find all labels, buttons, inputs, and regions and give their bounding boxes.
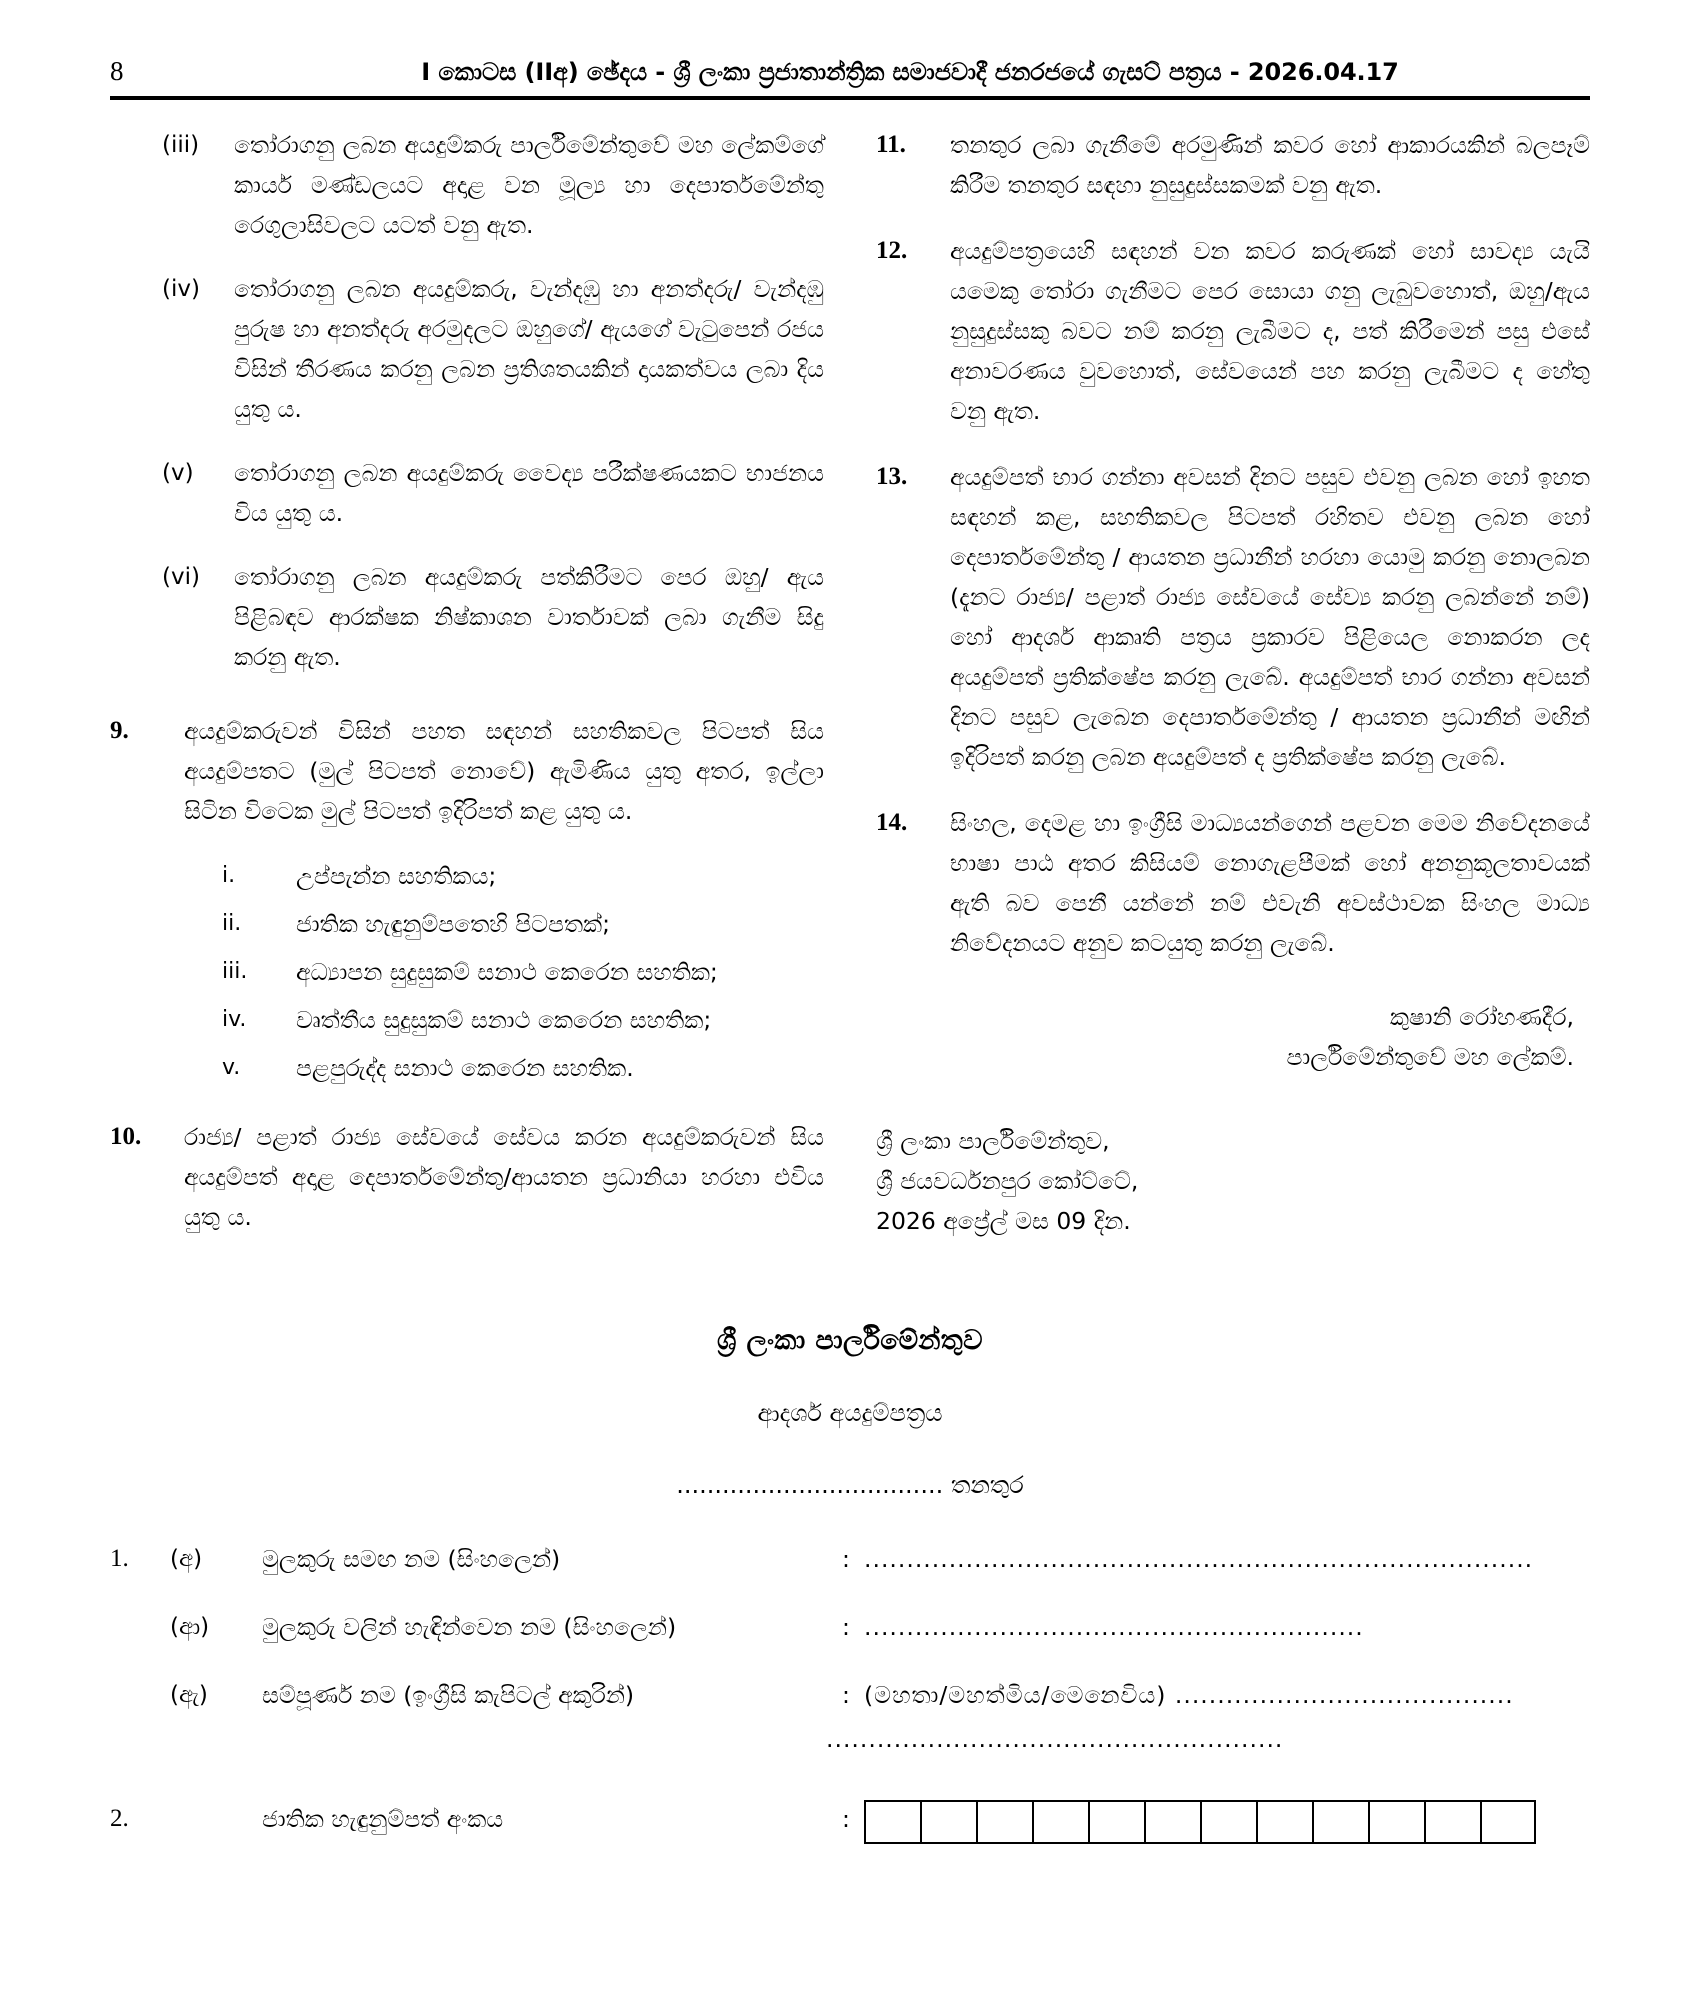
name-with-initials-input[interactable]: ............................................................................... — [864, 1545, 1534, 1573]
issuing-address — [876, 1121, 1590, 1241]
list-item — [222, 1049, 824, 1087]
clause-13-text: අයදුම්පත් භාර ගන්නා අවසන් දිනට පසුව එවනු ලබන හෝ ඉහත සඳහන් කළ, සහතිකවල පිටපත් රහිතව එවනු ලබන හෝ දෙපාර්තමේන්තු / ආයතන ප්‍රධානීන් හරහා යොමු කරනු නොලබන (දැනට රාජ්‍ය/ පළාත් රාජ්‍ය සේවයේ සේව්‍ය කරනු ලබන්නේ නම්) හෝ ආදර්ශ ආකෘති පත්‍රය ප්‍රකාරව පිළියෙල නොකරන ලද අයදුම්පත් ප්‍රතික්ෂේප කරනු ලැබේ. අයදුම්පත් භාර ගන්නා අවසන් දිනට පසුව ලැබෙන දෙපාර්තමේන්තු / ආයතන ප්‍රධානීන් මඟින් ඉදිරිපත් කරනු ලබන අයදුම්පත් ද ප්‍රතික්ෂේප කරනු ලැබේ. — [950, 463, 1590, 771]
doc-text: පළපුරුද්ද සනාථ කෙරෙන සහතික. — [296, 1054, 634, 1082]
clause-14-text: සිංහල, දෙමළ හා ඉංග්‍රීසි මාධ්‍යයන්ගෙන් පළවන මෙම නිවේදනයේ භාෂා පාඨ අතර කිසියම් නොගැළපීමක් හෝ අනනුකූලතාවයක් ඇති බව පෙනී යන්නේ නම් එවැනි අවස්ථාවක සිංහල මාධ්‍ය නිවේදනයට අනුව කටයුතු කරනු ලැබේ. — [950, 809, 1590, 957]
signature-block — [876, 997, 1590, 1077]
clause-13 — [876, 457, 1590, 777]
doc-marker: ii. — [222, 911, 242, 936]
form-row-letter: (ඇ) — [170, 1682, 208, 1708]
sub-clause-vi — [162, 557, 824, 677]
application-form — [110, 1540, 1590, 1874]
form-row-label: සම්පූර්ණ නම (ඉංග්‍රීසි කැපිටල් අකුරින්) — [262, 1681, 635, 1709]
form-subtitle: ආදර්ශ අයදුම්පත්‍රය — [757, 1399, 943, 1427]
form-row-colon: : — [842, 1545, 850, 1573]
doc-text: ජාතික හැඳුනුම්පතෙහි පිටපතක්; — [296, 910, 611, 938]
left-column — [110, 125, 824, 1263]
sub-clause-marker: (iv) — [162, 276, 200, 302]
form-row-1a — [110, 1540, 1590, 1578]
form-row-1c — [110, 1676, 1590, 1714]
form-row-label: මුලකුරු සමඟ නම (සිංහලෙන්) — [262, 1545, 561, 1573]
sub-clause-marker: (vi) — [162, 564, 200, 590]
form-row-colon: : — [842, 1613, 850, 1641]
form-heading-block — [0, 1325, 1700, 1499]
form-post-line: ................................... තනතුර — [676, 1471, 1024, 1499]
doc-text: උප්පැන්න සහතිකය; — [296, 862, 497, 890]
clause-11-text: තනතුර ලබා ගැනීමේ අරමුණින් කවර හෝ ආකාරයකින් බලපෑම් කිරීම තනතුර සඳහා නුසුදුස්සකමක් වනු ඇත. — [950, 131, 1590, 199]
sub-clause-v — [162, 453, 824, 533]
address-line-3: 2026 අප්‍රේල් මස 09 දින. — [876, 1207, 1131, 1235]
sub-clause-text: තෝරාගනු ලබන අයදුම්කරු පාර්ලිමේන්තුවේ මහ ලේකම්ගේ කාර්ය මණ්ඩලයට අදාළ වන මූල්‍ය හා දෙපාර්තමේන්තු රෙගුලාසිවලට යටත් වනු ඇත. — [234, 131, 824, 239]
form-row-1b — [110, 1608, 1590, 1646]
form-row-label: මුලකුරු වලින් හැඳින්වෙන නම (සිංහලෙන්) — [262, 1613, 677, 1641]
nic-cell[interactable] — [1256, 1800, 1312, 1844]
sub-clause-text: තෝරාගනු ලබන අයදුම්කරු, වැන්දඹු හා අනත්දරු/ වැන්දඹු පුරුෂ හා අනත්දරු අරමුදලට ඔහුගේ/ ඇයගේ වැටුපෙන් රජය විසින් තීරණය කරනු ලබන ප්‍රතිශතයකින් දායකත්වය ලබා දිය යුතු ය. — [234, 275, 824, 423]
body-columns — [110, 125, 1590, 1263]
name-by-initials-input[interactable]: ........................................................... — [864, 1613, 1364, 1641]
address-line-2: ශ්‍රී ජයවර්ධනපුර කෝට්ටේ, — [876, 1167, 1139, 1195]
nic-cell[interactable] — [1368, 1800, 1424, 1844]
form-row-number: 2. — [110, 1805, 129, 1832]
nic-cell[interactable] — [1312, 1800, 1368, 1844]
doc-marker: v. — [222, 1055, 241, 1080]
nic-cell[interactable] — [920, 1800, 976, 1844]
clause-9-marker: 9. — [110, 717, 129, 744]
address-line-1: ශ්‍රී ලංකා පාර්ලිමේන්තුව, — [876, 1127, 1110, 1155]
clause-9-text: අයදුම්කරුවන් විසින් පහත සඳහන් සහතිකවල පිටපත් සිය අයදුම්පතට (මුල් පිටපත් නොවේ) ඇමිණිය යුතු අතර, ඉල්ලා සිටින විටෙක මුල් පිටපත් ඉදිරිපත් කළ යුතු ය. — [184, 717, 824, 825]
right-column — [876, 125, 1590, 1241]
form-row-colon: : — [842, 1805, 850, 1833]
list-item — [222, 857, 824, 895]
full-name-english-input[interactable]: (මහතා/මහත්මිය/මෙනෙවිය) ........................................ — [864, 1681, 1514, 1709]
sub-clause-text: තෝරාගනු ලබන අයදුම්කරු පත්කිරීමට පෙර ඔහු/ ඇය පිළිබඳව ආරක්ෂක නිෂ්කාශන වාර්තාවක් ලබා ගැනීම සිදු කරනු ඇත. — [234, 563, 824, 671]
nic-cell[interactable] — [1200, 1800, 1256, 1844]
doc-marker: iii. — [222, 959, 248, 984]
clause-10-marker: 10. — [110, 1123, 142, 1150]
header-rule — [110, 96, 1590, 100]
doc-marker: i. — [222, 863, 236, 888]
clause-12-marker: 12. — [876, 237, 908, 264]
clause-12 — [876, 231, 1590, 431]
doc-text: අධ්‍යාපන සුදුසුකම් සනාථ කෙරෙන සහතික; — [296, 958, 718, 986]
nic-cell[interactable] — [1088, 1800, 1144, 1844]
page-header — [110, 58, 1590, 85]
clause-10-text: රාජ්‍ය/ පළාත් රාජ්‍ය සේවයේ සේවය කරන අයදුම්කරුවන් සිය අයදුම්පත් අදාළ දෙපාර්තමේන්තු/ආයතන ප්‍රධානියා හරහා එවිය යුතු ය. — [184, 1123, 824, 1231]
gazette-header-title: I කොටස (IIඅ) ඡේදය - ශ්‍රී ලංකා ප්‍රජාතාන්ත්‍රික සමාජවාදී ජනරජයේ ගැසට් පත්‍රය - 2026.04.17 — [421, 57, 1399, 86]
form-row-number: 1. — [110, 1545, 129, 1572]
nic-cell[interactable] — [864, 1800, 920, 1844]
nic-number-input[interactable] — [864, 1800, 1536, 1844]
nic-label: ජාතික හැඳුනුම්පත් අංකය — [262, 1805, 504, 1833]
required-documents-list — [222, 857, 824, 1087]
sub-clause-iv — [162, 269, 824, 429]
nic-cell[interactable] — [1144, 1800, 1200, 1844]
doc-text: වෘත්තීය සුදුසුකම් සනාථ කෙරෙන සහතික; — [296, 1006, 712, 1034]
clause-10 — [110, 1117, 824, 1237]
nic-cell[interactable] — [1480, 1800, 1536, 1844]
doc-marker: iv. — [222, 1007, 247, 1032]
signatory-name: කුෂානි රෝහණදීර, — [1389, 1003, 1574, 1031]
full-name-english-input-line2[interactable]: ...................................................... — [826, 1725, 1284, 1753]
clause-11 — [876, 125, 1590, 205]
nic-cell[interactable] — [1424, 1800, 1480, 1844]
form-row-colon: : — [842, 1681, 850, 1709]
page-number: 8 — [110, 56, 124, 86]
list-item — [222, 905, 824, 943]
form-title: ශ්‍රී ලංකා පාර්ලිමේන්තුව — [717, 1325, 983, 1356]
list-item — [222, 1001, 824, 1039]
nic-cell[interactable] — [1032, 1800, 1088, 1844]
nic-cell[interactable] — [976, 1800, 1032, 1844]
form-row-2-nic — [110, 1800, 1590, 1844]
signatory-designation: පාර්ලිමේන්තුවේ මහ ලේකම්. — [1286, 1043, 1574, 1071]
clause-12-text: අයදුම්පත්‍රයෙහි සඳහන් වන කවර කරුණක් හෝ සාවද්‍ය යැයි යමෙකු තෝරා ගැනීමට පෙර සොයා ගනු ලැබුවහොත්, ඔහු/ඇය නුසුදුස්සකු බවට නම් කරනු ලැබීමට ද, පත් කිරීමෙන් පසු එසේ අනාවරණය වුවහොත්, සේවයෙන් පහ කරනු ලැබීමට ද හේතු වනු ඇත. — [950, 237, 1590, 425]
clause-9 — [110, 711, 824, 831]
clause-14-marker: 14. — [876, 809, 908, 836]
clause-11-marker: 11. — [876, 131, 906, 158]
sub-clause-marker: (v) — [162, 460, 194, 486]
form-row-letter: (ආ) — [170, 1614, 210, 1640]
form-row-letter: (අ) — [170, 1546, 203, 1572]
list-item — [222, 953, 824, 991]
sub-clause-text: තෝරාගනු ලබන අයදුම්කරු වෛද්‍ය පරීක්ෂණයකට භාජනය විය යුතු ය. — [234, 459, 824, 527]
clause-13-marker: 13. — [876, 463, 908, 490]
sub-clause-marker: (iii) — [162, 132, 200, 158]
clause-14 — [876, 803, 1590, 963]
sub-clause-iii — [162, 125, 824, 245]
